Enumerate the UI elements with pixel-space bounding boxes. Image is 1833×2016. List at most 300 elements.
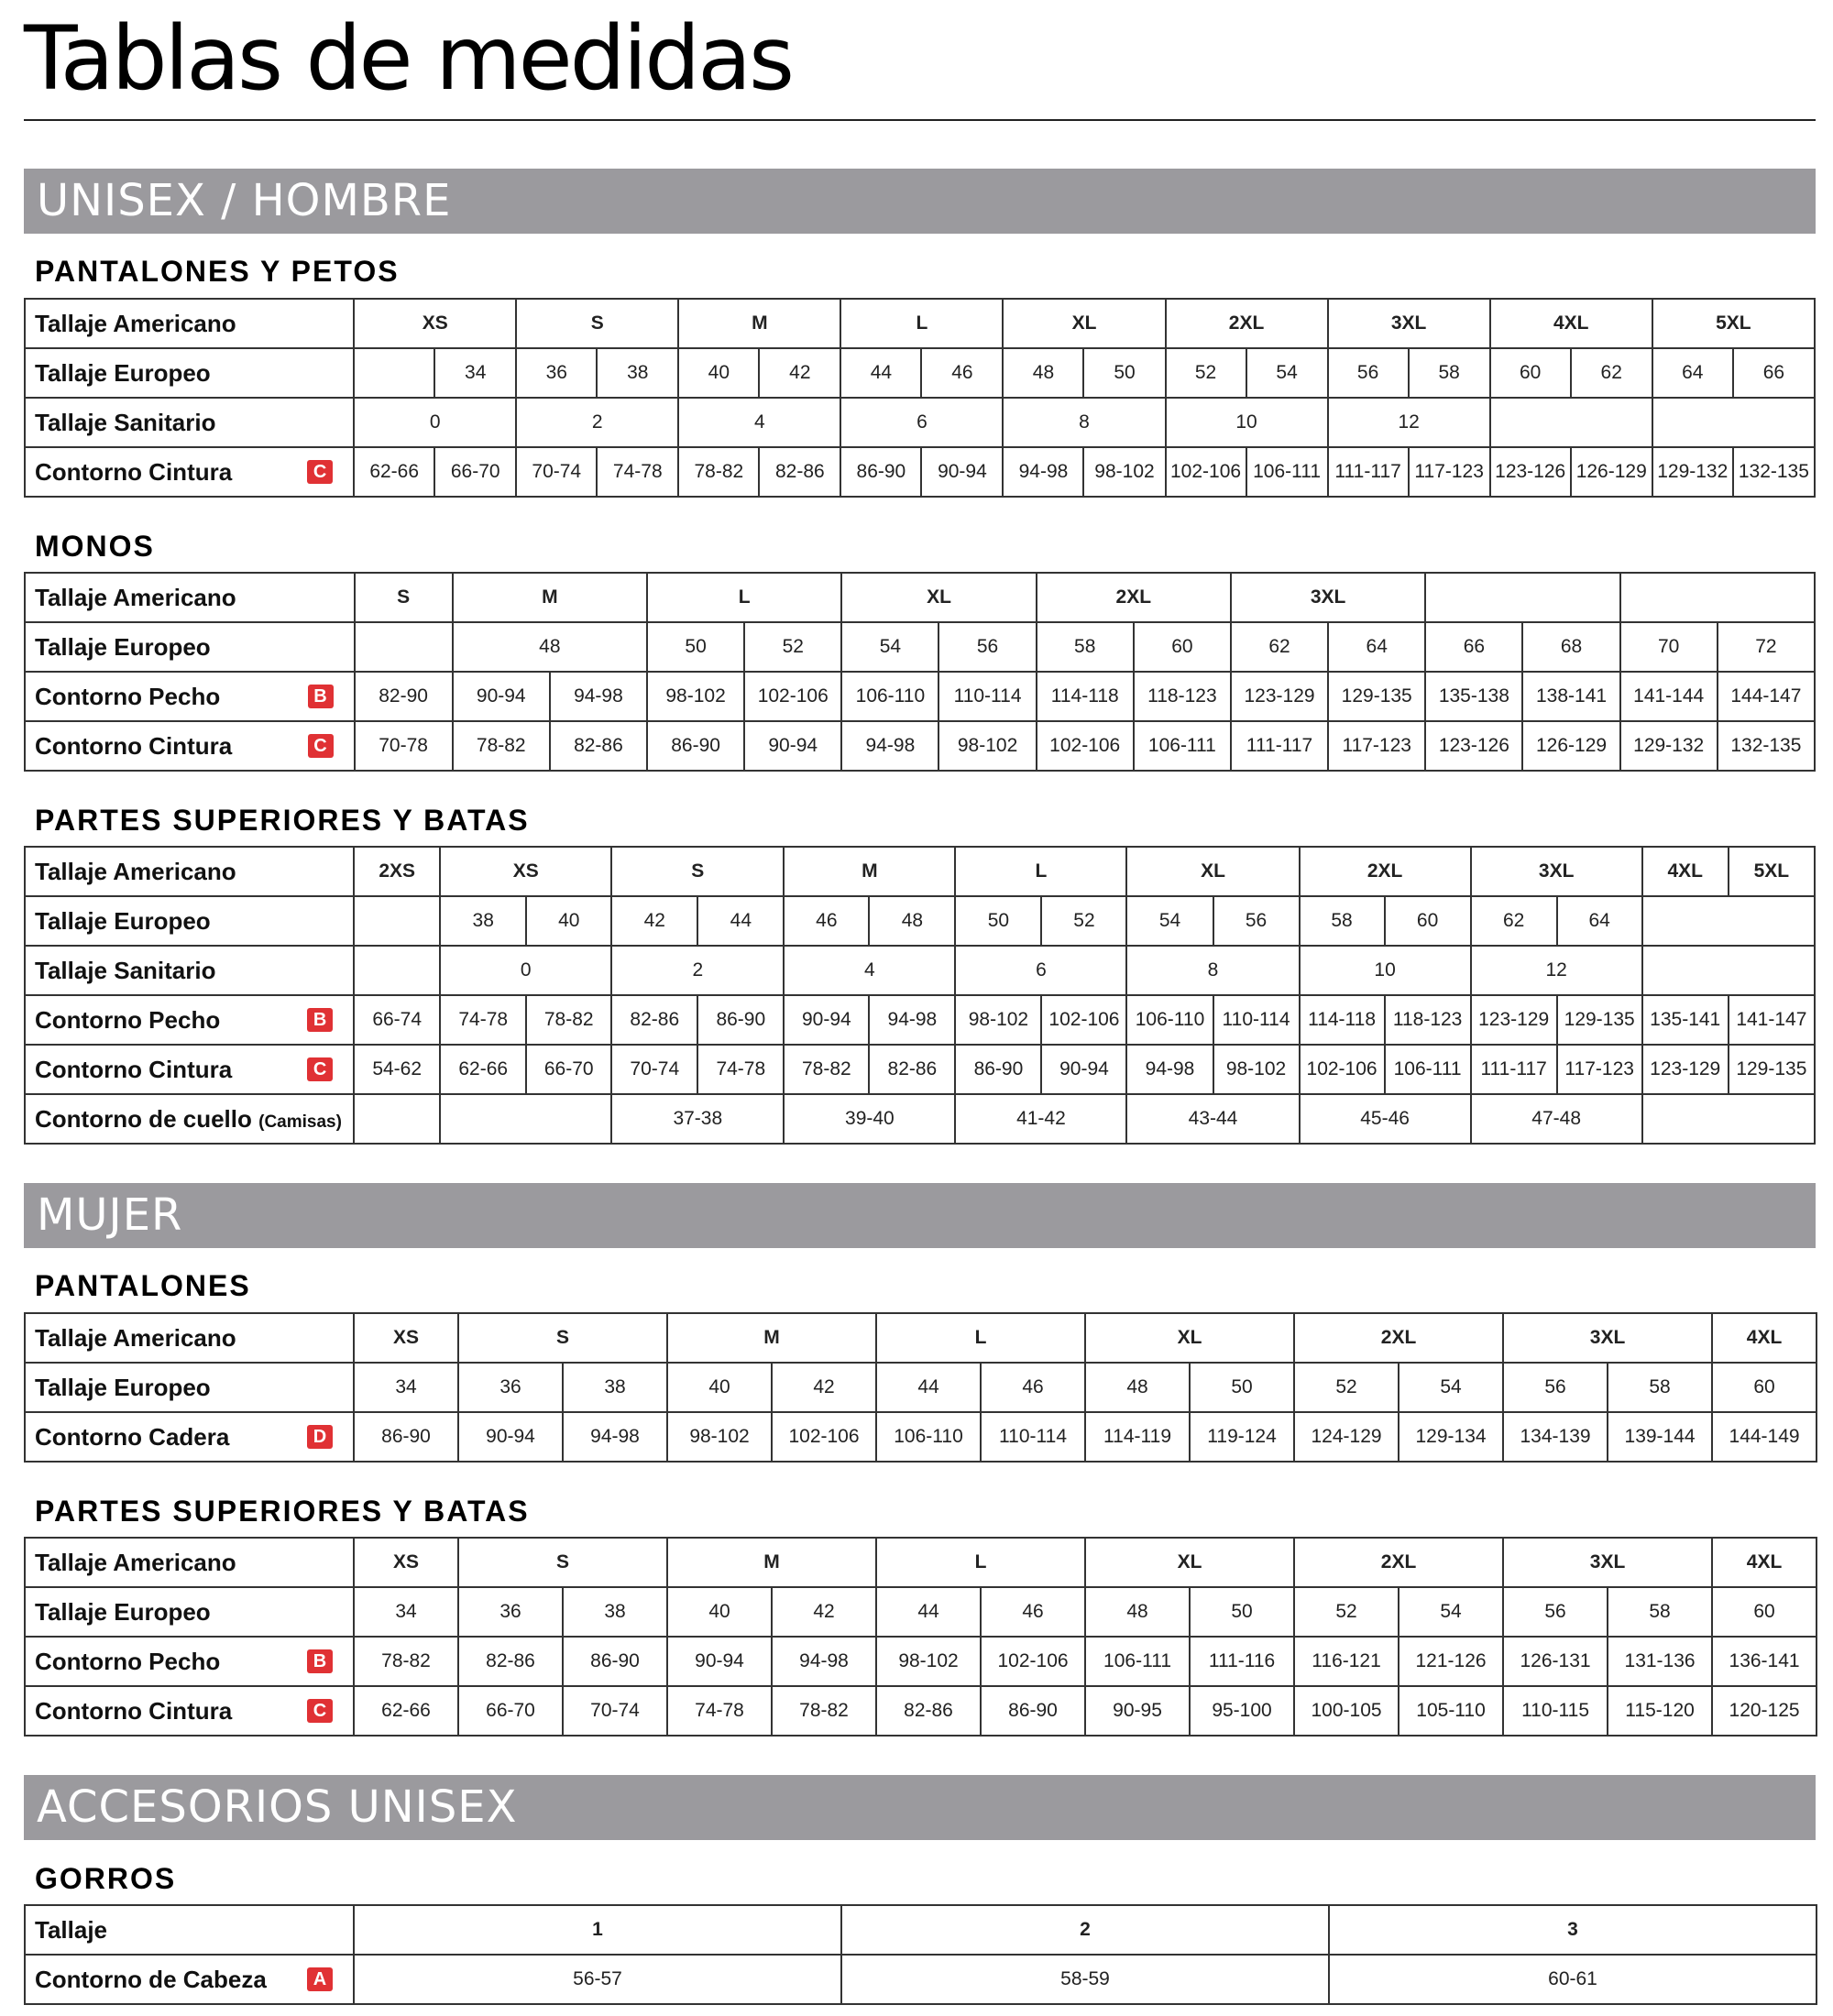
row-contorno-cintura [25, 1686, 1817, 1736]
eu-size-cell: 56 [1213, 896, 1300, 946]
row-tallaje-europeo [25, 622, 1815, 672]
eu-size-cell: 50 [1083, 348, 1165, 398]
row-label-text: Contorno de Cabeza [35, 1965, 267, 1993]
eu-size-cell: 40 [667, 1587, 772, 1637]
us-size-cell: XS [354, 1538, 458, 1587]
eu-size-cell: 60 [1712, 1363, 1817, 1412]
measure-cell: 105-110 [1399, 1686, 1503, 1736]
row-label [25, 447, 354, 497]
eu-size-cell: 54 [841, 622, 938, 672]
measure-cell: 141-144 [1620, 672, 1718, 721]
eu-size-cell: 50 [1190, 1363, 1294, 1412]
empty-cell [1425, 573, 1619, 622]
row-tallaje-americano [25, 1538, 1817, 1587]
eu-size-cell: 50 [955, 896, 1041, 946]
row-contorno-cuello [25, 1094, 1815, 1144]
size-cell: 2 [841, 1905, 1329, 1955]
row-label [25, 1094, 354, 1144]
us-size-cell: 2XL [1300, 847, 1471, 896]
measure-cell: 111-117 [1471, 1045, 1557, 1094]
us-size-cell: 2XL [1166, 299, 1328, 348]
measure-cell: 114-118 [1037, 672, 1134, 721]
us-size-cell: L [876, 1313, 1085, 1363]
row-label: Tallaje Americano [25, 299, 354, 348]
eu-size-cell: 50 [647, 622, 744, 672]
measure-badge-d: D [307, 1425, 333, 1449]
measure-cell: 66-70 [434, 447, 516, 497]
row-tallaje-americano [25, 299, 1815, 348]
measure-cell: 106-111 [1385, 1045, 1471, 1094]
san-size-cell: 8 [1126, 946, 1299, 995]
measure-cell: 90-94 [1041, 1045, 1126, 1094]
measure-cell: 58-59 [841, 1955, 1329, 2004]
measure-cell: 78-82 [354, 1637, 458, 1686]
row-contorno-pecho [25, 1637, 1817, 1686]
eu-size-cell: 42 [759, 348, 840, 398]
table-partes-superiores-mujer [24, 1537, 1817, 1737]
measure-cell: 74-78 [597, 447, 678, 497]
eu-size-cell: 52 [1294, 1363, 1399, 1412]
eu-size-cell: 54 [1399, 1587, 1503, 1637]
measure-cell: 102-106 [981, 1637, 1085, 1686]
eu-size-cell: 34 [434, 348, 516, 398]
san-size-cell: 12 [1471, 946, 1642, 995]
measure-cell: 74-78 [697, 1045, 784, 1094]
measure-cell: 39-40 [784, 1094, 955, 1144]
measure-cell: 94-98 [1003, 447, 1083, 497]
us-size-cell: L [876, 1538, 1085, 1587]
measure-cell: 129-135 [1729, 1045, 1815, 1094]
row-tallaje-americano [25, 1313, 1817, 1363]
measure-cell: 90-94 [744, 721, 841, 771]
section-band-accesorios: ACCESORIOS UNISEX [24, 1775, 1816, 1840]
measure-cell: 95-100 [1190, 1686, 1294, 1736]
row-contorno-pecho [25, 995, 1815, 1045]
measure-cell: 98-102 [1083, 447, 1165, 497]
empty-cell [354, 946, 440, 995]
empty-cell [1642, 946, 1815, 995]
eu-size-cell: 68 [1522, 622, 1619, 672]
table-gorros [24, 1904, 1817, 2005]
eu-size-cell: 54 [1246, 348, 1328, 398]
measure-cell: 100-105 [1294, 1686, 1399, 1736]
us-size-cell: S [458, 1538, 667, 1587]
eu-size-cell: 44 [697, 896, 784, 946]
us-size-cell: L [840, 299, 1003, 348]
row-label: Tallaje Americano [25, 1538, 354, 1587]
measure-cell: 86-90 [697, 995, 784, 1045]
measure-cell: 86-90 [647, 721, 744, 771]
eu-size-cell: 52 [744, 622, 841, 672]
us-size-cell: L [955, 847, 1126, 896]
table-partes-superiores-unisex [24, 846, 1816, 1145]
measure-cell: 102-106 [1166, 447, 1246, 497]
measure-cell: 106-111 [1134, 721, 1231, 771]
measure-cell: 82-86 [550, 721, 647, 771]
measure-cell: 90-94 [453, 672, 550, 721]
row-tallaje-sanitario [25, 398, 1815, 447]
eu-size-cell: 34 [354, 1587, 458, 1637]
row-tallaje-europeo [25, 896, 1815, 946]
us-size-cell: M [667, 1538, 876, 1587]
row-label [25, 1045, 354, 1094]
us-size-cell: 3XL [1231, 573, 1425, 622]
us-size-cell: 3XL [1471, 847, 1642, 896]
measure-badge-c: C [307, 460, 333, 484]
measure-badge-c: C [308, 734, 334, 758]
measure-cell: 111-117 [1231, 721, 1328, 771]
eu-size-cell: 38 [597, 348, 678, 398]
row-contorno-pecho [25, 672, 1815, 721]
measure-cell: 86-90 [563, 1637, 667, 1686]
us-size-cell: XL [1003, 299, 1165, 348]
measure-cell: 62-66 [354, 1686, 458, 1736]
us-size-cell: S [355, 573, 453, 622]
measure-cell: 94-98 [772, 1637, 876, 1686]
us-size-cell: 4XL [1712, 1313, 1817, 1363]
eu-size-cell: 62 [1471, 896, 1557, 946]
measure-badge-c: C [307, 1699, 333, 1723]
row-label [25, 995, 354, 1045]
us-size-cell: 3XL [1328, 299, 1490, 348]
measure-badge-c: C [307, 1057, 333, 1081]
empty-cell [1620, 573, 1815, 622]
measure-cell: 117-123 [1409, 447, 1490, 497]
us-size-cell: XS [354, 1313, 458, 1363]
measure-cell: 129-135 [1328, 672, 1425, 721]
row-label: Tallaje Sanitario [25, 946, 354, 995]
san-size-cell: 0 [354, 398, 516, 447]
us-size-cell: 4XL [1490, 299, 1652, 348]
eu-size-cell: 52 [1041, 896, 1126, 946]
eu-size-cell: 38 [563, 1587, 667, 1637]
measure-cell: 132-135 [1733, 447, 1815, 497]
measure-cell: 78-82 [453, 721, 550, 771]
measure-cell: 123-129 [1231, 672, 1328, 721]
page-title: Tablas de medidas [24, 7, 793, 110]
measure-cell: 98-102 [876, 1637, 981, 1686]
measure-cell: 144-147 [1718, 672, 1815, 721]
eu-size-cell: 44 [876, 1363, 981, 1412]
san-size-cell: 10 [1300, 946, 1471, 995]
measure-cell: 129-132 [1652, 447, 1733, 497]
measure-cell: 106-111 [1085, 1637, 1190, 1686]
measure-cell: 70-74 [563, 1686, 667, 1736]
row-label-text: Contorno de cuello [35, 1104, 252, 1133]
row-label [25, 721, 355, 771]
measure-cell: 66-74 [354, 995, 440, 1045]
row-contorno-cintura [25, 1045, 1815, 1094]
empty-cell [354, 348, 434, 398]
eu-size-cell: 56 [1503, 1363, 1608, 1412]
empty-cell [354, 896, 440, 946]
measure-cell: 102-106 [744, 672, 841, 721]
measure-cell: 117-123 [1557, 1045, 1642, 1094]
row-label [25, 1637, 354, 1686]
measure-cell: 90-95 [1085, 1686, 1190, 1736]
row-tallaje-americano [25, 573, 1815, 622]
measure-cell: 90-94 [458, 1412, 563, 1462]
measure-cell: 37-38 [611, 1094, 784, 1144]
row-label-text: Contorno Cintura [35, 1696, 233, 1725]
measure-cell: 54-62 [354, 1045, 440, 1094]
row-label-text: Contorno Pecho [35, 1005, 221, 1034]
us-size-cell: XL [1085, 1313, 1294, 1363]
row-tallaje-europeo [25, 1363, 1817, 1412]
row-label-text: Contorno Pecho [35, 682, 221, 710]
table-pantalones-mujer [24, 1312, 1817, 1463]
us-size-cell: 4XL [1642, 847, 1729, 896]
title-divider [24, 119, 1816, 121]
measure-cell: 90-94 [667, 1637, 772, 1686]
row-contorno-cabeza [25, 1955, 1817, 2004]
row-label-text: Contorno Cintura [35, 731, 233, 760]
us-size-cell: XS [440, 847, 611, 896]
measure-cell: 82-86 [876, 1686, 981, 1736]
measure-cell: 123-129 [1642, 1045, 1729, 1094]
row-label: Tallaje Americano [25, 847, 354, 896]
measure-cell: 86-90 [955, 1045, 1041, 1094]
eu-size-cell: 48 [869, 896, 955, 946]
measure-badge-a: A [307, 1967, 333, 1991]
measure-cell: 136-141 [1712, 1637, 1817, 1686]
measure-cell: 126-129 [1571, 447, 1652, 497]
measure-cell: 110-115 [1503, 1686, 1608, 1736]
row-label: Tallaje [25, 1905, 354, 1955]
measure-cell: 110-114 [938, 672, 1036, 721]
row-label: Tallaje Americano [25, 1313, 354, 1363]
row-label: Tallaje Europeo [25, 1363, 354, 1412]
measure-cell: 117-123 [1328, 721, 1425, 771]
us-size-cell: 4XL [1712, 1538, 1817, 1587]
measure-cell: 66-70 [458, 1686, 563, 1736]
measure-cell: 126-129 [1522, 721, 1619, 771]
measure-cell: 106-111 [1246, 447, 1328, 497]
measure-cell: 131-136 [1608, 1637, 1712, 1686]
eu-size-cell: 58 [1300, 896, 1385, 946]
san-size-cell: 8 [1003, 398, 1165, 447]
us-size-cell: XS [354, 299, 516, 348]
measure-cell: 118-123 [1385, 995, 1471, 1045]
san-size-cell: 0 [440, 946, 611, 995]
us-size-cell: S [458, 1313, 667, 1363]
measure-cell: 82-90 [355, 672, 453, 721]
row-contorno-cadera [25, 1412, 1817, 1462]
measure-cell: 82-86 [759, 447, 840, 497]
eu-size-cell: 46 [784, 896, 869, 946]
eu-size-cell: 56 [938, 622, 1036, 672]
eu-size-cell: 34 [354, 1363, 458, 1412]
us-size-cell: 5XL [1652, 299, 1815, 348]
eu-size-cell: 72 [1718, 622, 1815, 672]
measure-cell: 134-139 [1503, 1412, 1608, 1462]
measure-cell: 82-86 [869, 1045, 955, 1094]
measure-cell: 78-82 [526, 995, 611, 1045]
san-size-cell: 4 [784, 946, 955, 995]
measure-cell: 120-125 [1712, 1686, 1817, 1736]
measure-cell: 86-90 [981, 1686, 1085, 1736]
measure-cell: 106-110 [876, 1412, 981, 1462]
measure-cell: 90-94 [921, 447, 1003, 497]
row-label-text: Contorno Cadera [35, 1422, 230, 1451]
row-contorno-cintura [25, 447, 1815, 497]
measure-cell: 111-116 [1190, 1637, 1294, 1686]
row-label [25, 1412, 354, 1462]
san-size-cell: 2 [611, 946, 784, 995]
measure-badge-b: B [307, 1008, 333, 1032]
row-label-text: Contorno Cintura [35, 1055, 233, 1083]
eu-size-cell: 56 [1328, 348, 1409, 398]
eu-size-cell: 40 [678, 348, 759, 398]
row-label [25, 1686, 354, 1736]
row-label-text: Contorno Cintura [35, 457, 233, 486]
measure-cell: 116-121 [1294, 1637, 1399, 1686]
eu-size-cell: 56 [1503, 1587, 1608, 1637]
measure-cell: 110-114 [981, 1412, 1085, 1462]
measure-cell: 60-61 [1329, 1955, 1817, 2004]
eu-size-cell: 70 [1620, 622, 1718, 672]
measure-cell: 126-131 [1503, 1637, 1608, 1686]
size-cell: 3 [1329, 1905, 1817, 1955]
measure-badge-b: B [307, 1649, 333, 1673]
measure-cell: 86-90 [840, 447, 921, 497]
san-size-cell: 4 [678, 398, 840, 447]
eu-size-cell: 64 [1328, 622, 1425, 672]
measure-cell: 106-110 [841, 672, 938, 721]
measure-cell: 123-126 [1490, 447, 1571, 497]
eu-size-cell: 52 [1166, 348, 1246, 398]
eu-size-cell: 66 [1425, 622, 1522, 672]
row-label: Tallaje Europeo [25, 622, 355, 672]
row-label: Tallaje Europeo [25, 1587, 354, 1637]
measure-cell: 98-102 [647, 672, 744, 721]
table-title-pantalones-petos: PANTALONES Y PETOS [35, 255, 400, 288]
measure-cell: 129-134 [1399, 1412, 1503, 1462]
measure-cell: 102-106 [772, 1412, 876, 1462]
eu-size-cell: 58 [1037, 622, 1134, 672]
empty-cell [1490, 398, 1652, 447]
eu-size-cell: 60 [1385, 896, 1471, 946]
measure-cell: 118-123 [1134, 672, 1231, 721]
measure-cell: 94-98 [550, 672, 647, 721]
measure-cell: 114-119 [1085, 1412, 1190, 1462]
measure-cell: 123-126 [1425, 721, 1522, 771]
table-monos [24, 572, 1816, 772]
eu-size-cell: 38 [563, 1363, 667, 1412]
empty-cell [1652, 398, 1815, 447]
us-size-cell: 5XL [1729, 847, 1815, 896]
eu-size-cell: 52 [1294, 1587, 1399, 1637]
san-size-cell: 2 [516, 398, 678, 447]
eu-size-cell: 36 [458, 1363, 563, 1412]
eu-size-cell: 54 [1399, 1363, 1503, 1412]
measure-cell: 102-106 [1037, 721, 1134, 771]
measure-cell: 90-94 [784, 995, 869, 1045]
san-size-cell: 6 [840, 398, 1003, 447]
measure-cell: 70-74 [516, 447, 597, 497]
measure-cell: 141-147 [1729, 995, 1815, 1045]
san-size-cell: 12 [1328, 398, 1490, 447]
eu-size-cell: 60 [1490, 348, 1571, 398]
measure-cell: 45-46 [1300, 1094, 1471, 1144]
table-title-pantalones-mujer: PANTALONES [35, 1269, 251, 1302]
measure-cell: 74-78 [667, 1686, 772, 1736]
eu-size-cell: 48 [453, 622, 647, 672]
us-size-cell: M [678, 299, 840, 348]
eu-size-cell: 60 [1712, 1587, 1817, 1637]
eu-size-cell: 40 [526, 896, 611, 946]
measure-cell: 43-44 [1126, 1094, 1299, 1144]
measure-cell: 144-149 [1712, 1412, 1817, 1462]
measure-cell: 119-124 [1190, 1412, 1294, 1462]
us-size-cell: XL [1126, 847, 1299, 896]
eu-size-cell: 42 [611, 896, 697, 946]
us-size-cell: M [784, 847, 955, 896]
measure-cell: 123-129 [1471, 995, 1557, 1045]
row-tallaje-europeo [25, 348, 1815, 398]
eu-size-cell: 44 [840, 348, 921, 398]
measure-cell: 94-98 [1126, 1045, 1213, 1094]
us-size-cell: 2XS [354, 847, 440, 896]
eu-size-cell: 58 [1608, 1587, 1712, 1637]
row-label: Tallaje Europeo [25, 896, 354, 946]
table-title-partes-superiores-mujer: PARTES SUPERIORES Y BATAS [35, 1495, 530, 1528]
san-size-cell: 6 [955, 946, 1126, 995]
table-title-partes-superiores: PARTES SUPERIORES Y BATAS [35, 804, 530, 837]
table-title-monos: MONOS [35, 530, 155, 563]
section-band-unisex: UNISEX / HOMBRE [24, 169, 1816, 234]
measure-cell: 110-114 [1213, 995, 1300, 1045]
us-size-cell: L [647, 573, 841, 622]
measure-cell: 124-129 [1294, 1412, 1399, 1462]
measure-cell: 78-82 [784, 1045, 869, 1094]
eu-size-cell: 42 [772, 1363, 876, 1412]
size-cell: 1 [354, 1905, 841, 1955]
row-label-text: Contorno Pecho [35, 1647, 221, 1675]
eu-size-cell: 48 [1085, 1587, 1190, 1637]
eu-size-cell: 36 [458, 1587, 563, 1637]
measure-cell: 78-82 [772, 1686, 876, 1736]
measure-cell: 129-132 [1620, 721, 1718, 771]
us-size-cell: 2XL [1037, 573, 1231, 622]
measure-cell: 102-106 [1041, 995, 1126, 1045]
eu-size-cell: 44 [876, 1587, 981, 1637]
measure-cell: 135-141 [1642, 995, 1729, 1045]
eu-size-cell: 42 [772, 1587, 876, 1637]
measure-cell: 106-110 [1126, 995, 1213, 1045]
us-size-cell: M [453, 573, 647, 622]
empty-cell [354, 1094, 440, 1144]
empty-cell [1642, 896, 1815, 946]
row-tallaje-americano [25, 847, 1815, 896]
us-size-cell: S [516, 299, 678, 348]
row-tallaje [25, 1905, 1817, 1955]
table-title-gorros: GORROS [35, 1862, 177, 1895]
us-size-cell: XL [1085, 1538, 1294, 1587]
row-contorno-cintura [25, 721, 1815, 771]
measure-cell: 82-86 [458, 1637, 563, 1686]
measure-cell: 139-144 [1608, 1412, 1712, 1462]
measure-cell: 62-66 [354, 447, 434, 497]
table-pantalones-petos [24, 298, 1816, 498]
us-size-cell: 2XL [1294, 1313, 1503, 1363]
measure-cell: 86-90 [354, 1412, 458, 1462]
eu-size-cell: 50 [1190, 1587, 1294, 1637]
measure-cell: 98-102 [938, 721, 1036, 771]
eu-size-cell: 48 [1085, 1363, 1190, 1412]
row-label [25, 1955, 354, 2004]
measure-cell: 74-78 [440, 995, 526, 1045]
